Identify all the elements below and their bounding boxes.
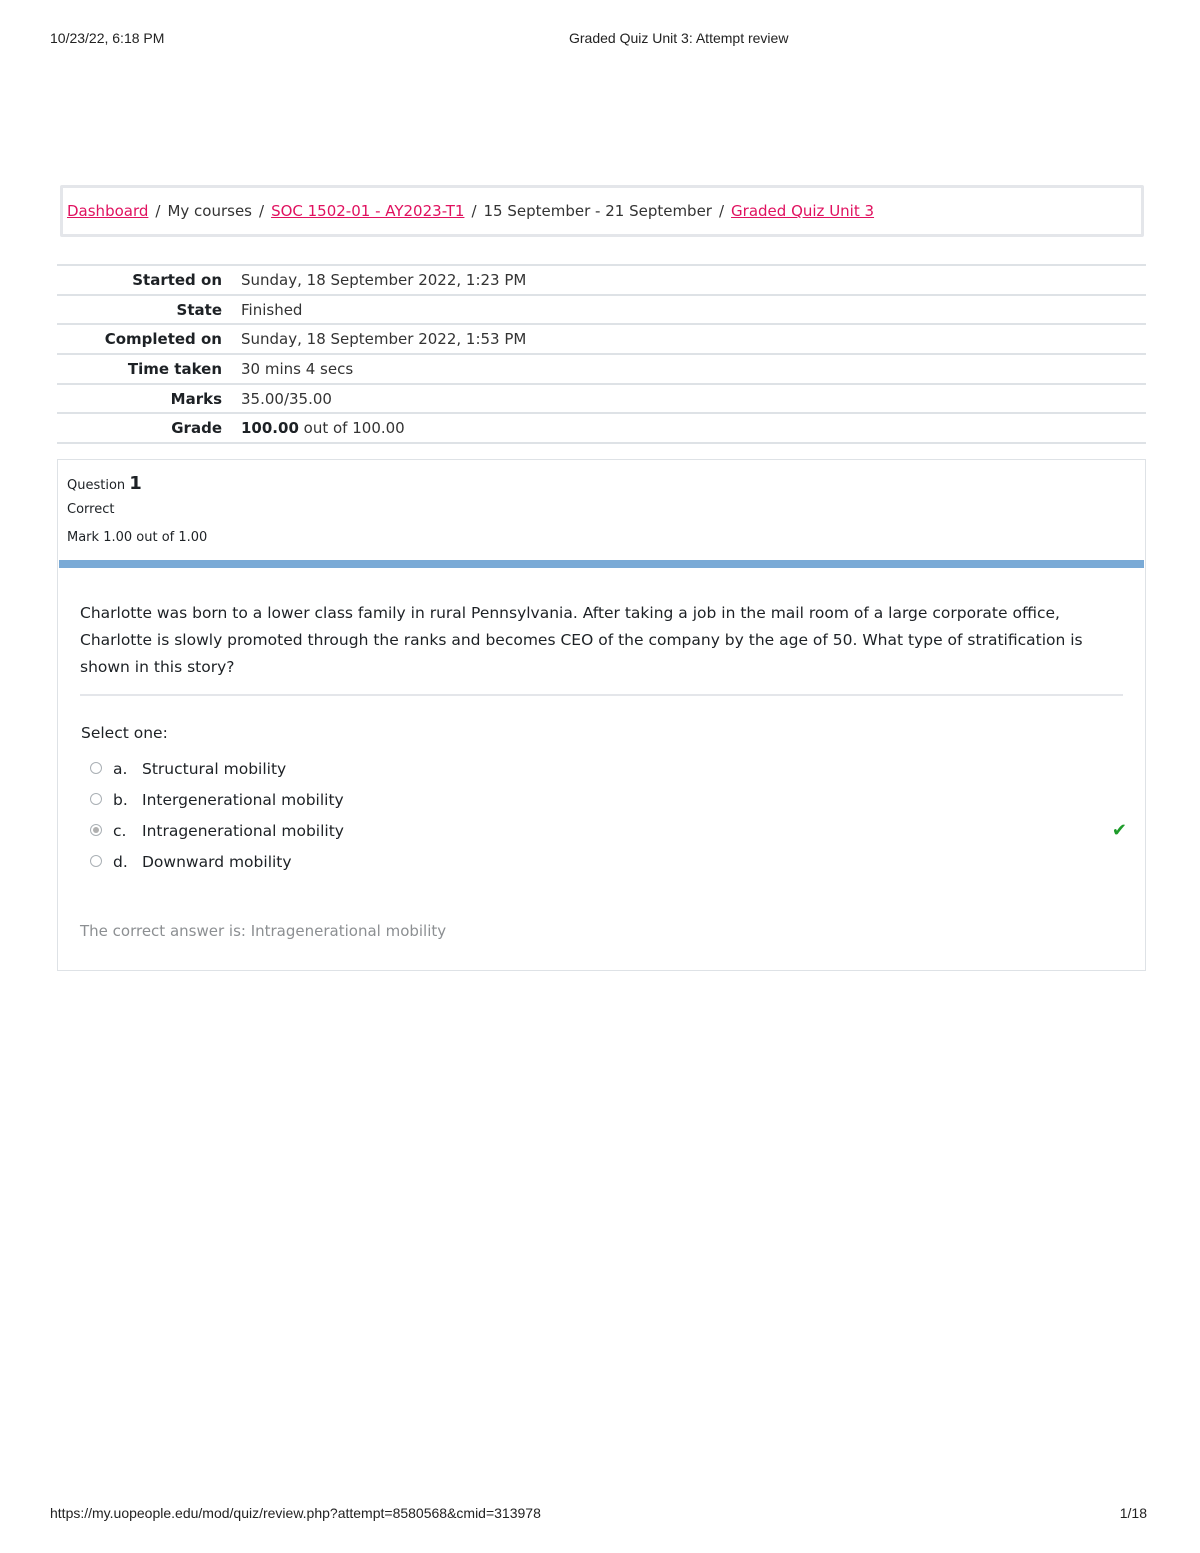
answer-text: Structural mobility (142, 760, 287, 778)
radio-icon[interactable] (90, 762, 102, 774)
summary-row (57, 324, 1146, 354)
marks-value: 35.00/35.00 (241, 389, 332, 408)
radio-icon[interactable] (90, 855, 102, 867)
answer-letter: b. (113, 791, 128, 809)
summary-row (57, 265, 1146, 295)
completed-on-label: Completed on (104, 330, 222, 349)
question-1 (57, 459, 1146, 971)
completed-on-value: Sunday, 18 September 2022, 1:53 PM (241, 330, 527, 349)
started-on-value: Sunday, 18 September 2022, 1:23 PM (241, 270, 527, 289)
grade-suffix: out of 100.00 (303, 419, 405, 438)
radio-icon[interactable] (90, 793, 102, 805)
breadcrumb-quiz-link[interactable]: Graded Quiz Unit 3 (731, 202, 875, 220)
answer-option-c[interactable] (87, 816, 1127, 847)
print-url: https://my.uopeople.edu/mod/quiz/review.php?attempt=8580568&cmid=313978 (50, 1505, 541, 1521)
started-on-label: Started on (132, 270, 222, 289)
print-datetime: 10/23/22, 6:18 PM (50, 30, 165, 46)
question-formulation (59, 560, 1144, 916)
state-label: State (176, 300, 222, 319)
breadcrumb-week: 15 September - 21 September (483, 202, 712, 220)
divider (80, 694, 1123, 696)
check-icon: ✔ (1111, 820, 1127, 841)
print-title: Graded Quiz Unit 3: Attempt review (569, 30, 789, 46)
answer-text: Intragenerational mobility (142, 822, 344, 840)
answer-text: Downward mobility (142, 853, 292, 871)
time-taken-value: 30 mins 4 secs (241, 359, 354, 378)
question-label: Question (67, 478, 126, 493)
question-status: Correct (67, 502, 115, 517)
time-taken-label: Time taken (127, 359, 222, 378)
breadcrumb-course-link[interactable]: SOC 1502-01 - AY2023-T1 (271, 202, 465, 220)
question-no: 1 (129, 473, 142, 494)
question-number (67, 470, 207, 498)
question-text: Charlotte was born to a lower class family in rural Pennsylvania. After taking a job in the mail room of a large corporate office, Charlotte is slowly promoted through the ranks and becomes CEO of the company by the age of 50. What type of stratification is shown in this story? (80, 604, 1083, 676)
question-info (67, 470, 207, 549)
summary-row (57, 413, 1146, 443)
breadcrumb-separator: / (259, 202, 265, 220)
breadcrumb-separator: / (155, 202, 161, 220)
breadcrumb-separator: / (471, 202, 477, 220)
marks-label: Marks (170, 389, 222, 408)
answer-list (87, 754, 1127, 878)
state-value: Finished (241, 300, 303, 319)
grade-label: Grade (171, 419, 222, 438)
breadcrumb (60, 185, 1144, 237)
breadcrumb-dashboard-link[interactable]: Dashboard (67, 202, 149, 220)
answer-text: Intergenerational mobility (142, 791, 344, 809)
select-one-prompt: Select one: (81, 724, 168, 742)
answer-letter: c. (113, 822, 127, 840)
attempt-summary-table (57, 264, 1146, 444)
grade-cell (240, 413, 1146, 443)
breadcrumb-separator: / (718, 202, 725, 220)
question-mark: Mark 1.00 out of 1.00 (67, 530, 208, 545)
answer-letter: d. (113, 853, 128, 871)
answer-option-a[interactable] (87, 754, 1127, 785)
print-footer (0, 1505, 1200, 1525)
print-page-number: 1/18 (1119, 1505, 1147, 1521)
summary-row (57, 384, 1146, 414)
radio-selected-icon[interactable] (90, 824, 102, 836)
summary-row (57, 354, 1146, 384)
answer-letter: a. (113, 760, 128, 778)
grade-value: 100.00 (241, 419, 299, 438)
answer-option-b[interactable] (87, 785, 1127, 816)
print-header (0, 30, 1200, 50)
answer-option-d[interactable] (87, 847, 1127, 878)
correct-answer-feedback: The correct answer is: Intragenerational mobility (80, 922, 447, 940)
breadcrumb-my-courses: My courses (167, 202, 252, 220)
summary-row (57, 295, 1146, 325)
